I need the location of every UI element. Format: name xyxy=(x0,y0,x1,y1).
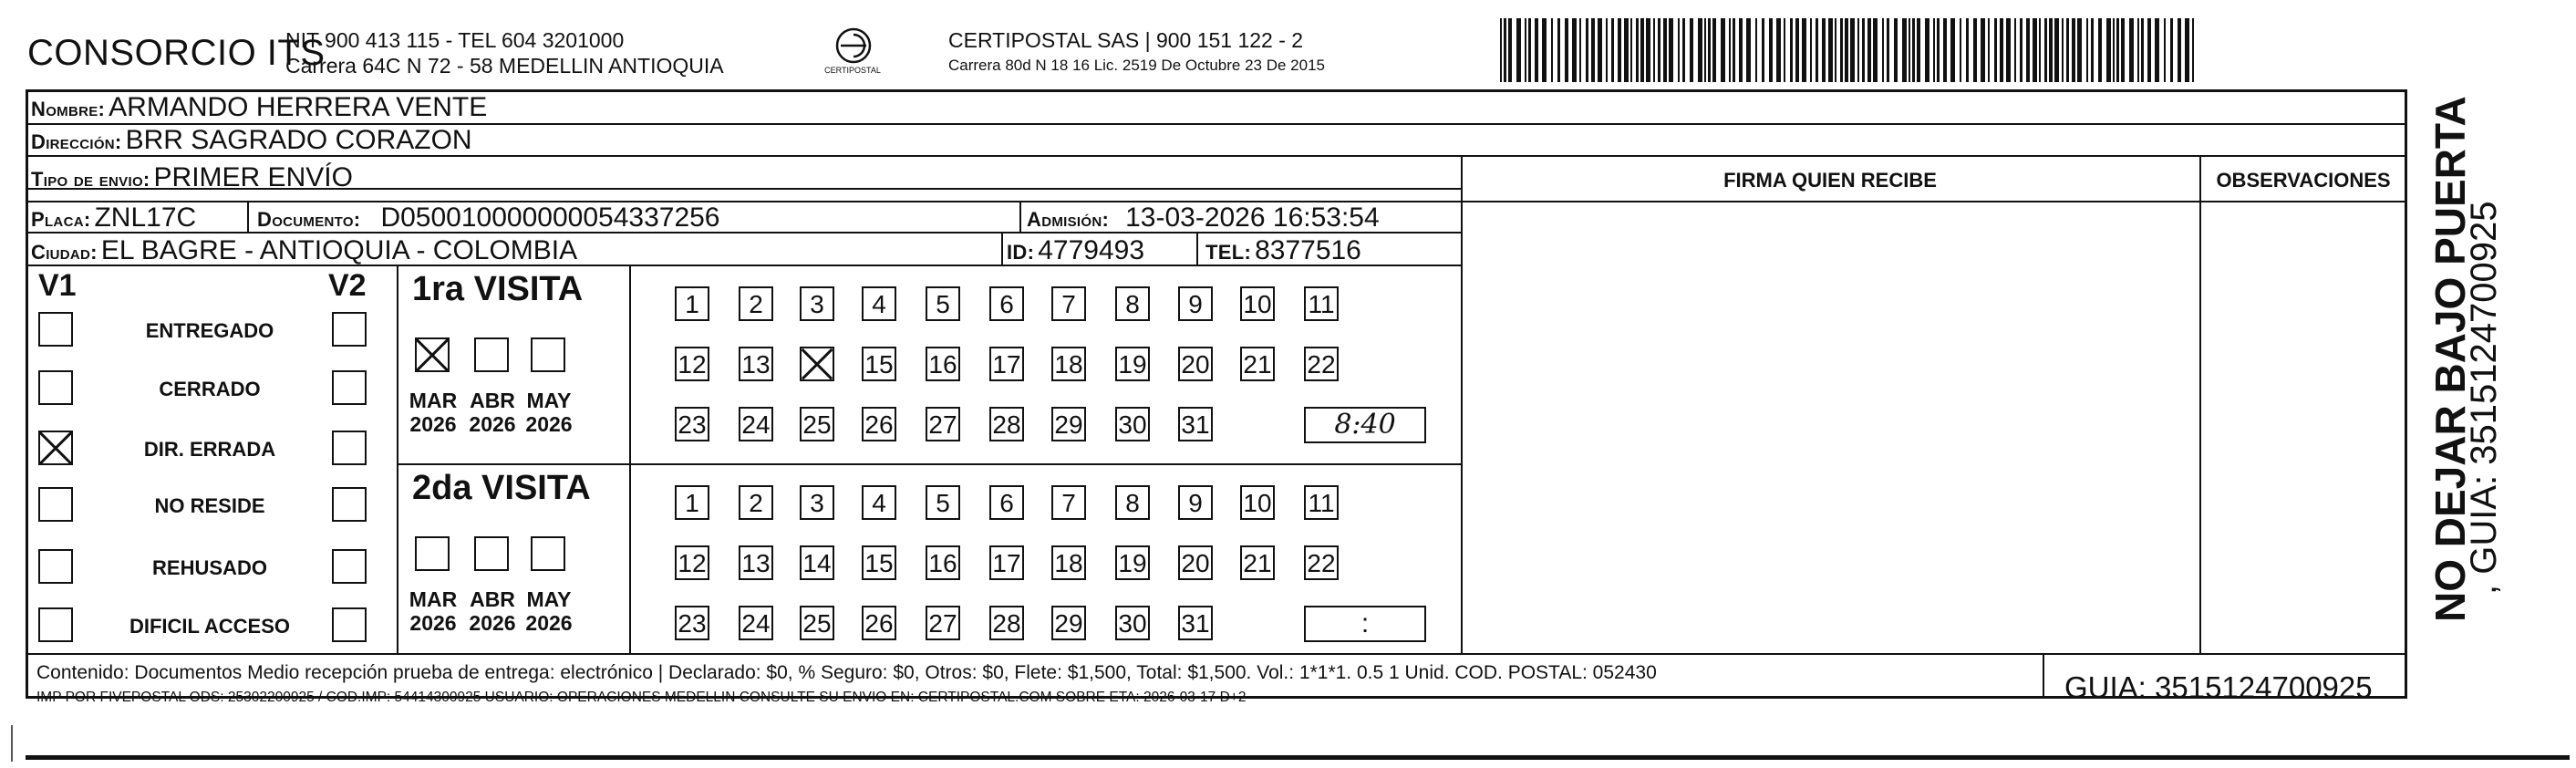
company-address: Carrera 64C N 72 - 58 MEDELLIN ANTIOQUIA xyxy=(285,54,724,78)
day-box[interactable]: 11 xyxy=(1304,485,1339,520)
tipo-envio-label: Tipo de envio: xyxy=(31,168,150,191)
id-row xyxy=(1007,235,1144,266)
direccion-row xyxy=(31,125,472,156)
status-label: ENTREGADO xyxy=(145,319,274,342)
month-name: ABR xyxy=(470,587,515,611)
time-box[interactable]: 8:40 xyxy=(1304,407,1426,443)
v1-checkbox[interactable] xyxy=(38,312,73,347)
day-box[interactable]: 10 xyxy=(1240,286,1275,321)
month-year: 2026 xyxy=(409,611,457,635)
month-checkbox-mar[interactable] xyxy=(415,337,450,372)
day-box[interactable]: 2 xyxy=(739,286,773,321)
carrier-nit: CERTIPOSTAL SAS | 900 151 122 - 2 xyxy=(948,28,1304,52)
side-guia: , GUIA: 3515124700925 xyxy=(2464,201,2504,595)
day-box[interactable]: 25 xyxy=(800,407,834,441)
status-label: NO RESIDE xyxy=(154,494,265,517)
day-box[interactable]: 22 xyxy=(1304,545,1339,580)
day-box[interactable]: 19 xyxy=(1115,347,1150,381)
month-checkbox-may[interactable] xyxy=(531,337,565,372)
v1-checkbox[interactable] xyxy=(38,370,73,405)
status-label: DIR. ERRADA xyxy=(143,438,276,461)
month-name: MAY xyxy=(526,389,572,412)
nombre-value: ARMANDO HERRERA VENTE xyxy=(109,92,488,122)
month-year: 2026 xyxy=(409,412,457,436)
day-box[interactable]: 27 xyxy=(926,606,960,640)
day-box[interactable]: 26 xyxy=(862,407,896,441)
day-box[interactable]: 31 xyxy=(1178,407,1213,441)
documento-label: Documento: xyxy=(257,208,361,231)
day-box[interactable]: 4 xyxy=(862,286,896,321)
time-box[interactable]: : xyxy=(1304,606,1426,642)
day-box[interactable]: 9 xyxy=(1178,286,1213,321)
month-year: 2026 xyxy=(525,412,573,436)
day-box[interactable]: 22 xyxy=(1304,347,1339,381)
day-box[interactable]: 1 xyxy=(675,485,709,520)
day-box[interactable]: 8 xyxy=(1115,286,1150,321)
day-box[interactable]: 23 xyxy=(675,606,709,640)
status-label: CERRADO xyxy=(159,378,261,400)
month-label xyxy=(520,587,578,635)
direccion-value: BRR SAGRADO CORAZON xyxy=(125,125,472,155)
day-box[interactable]: 7 xyxy=(1051,286,1086,321)
v2-checkbox[interactable] xyxy=(332,312,367,347)
day-box[interactable]: 24 xyxy=(739,407,773,441)
v2-checkbox[interactable] xyxy=(332,607,367,642)
month-name: MAR xyxy=(409,389,458,412)
shipment-barcode xyxy=(1500,18,2198,82)
tel-value: 8377516 xyxy=(1255,235,1361,265)
day-box[interactable]: 15 xyxy=(862,347,896,381)
nombre-row xyxy=(31,92,487,123)
month-label xyxy=(404,389,462,436)
month-year: 2026 xyxy=(469,611,516,635)
day-box[interactable]: 23 xyxy=(675,407,709,441)
admision-label: Admisión: xyxy=(1027,208,1110,231)
day-box[interactable]: 10 xyxy=(1240,485,1275,520)
no-dejar-warning: NO DEJAR BAJO PUERTA xyxy=(2426,96,2474,622)
day-box[interactable]: 8 xyxy=(1115,485,1150,520)
day-box[interactable]: 21 xyxy=(1240,545,1275,580)
month-checkbox-abr[interactable] xyxy=(474,536,509,571)
v1-header: V1 xyxy=(38,268,77,303)
day-box[interactable]: 25 xyxy=(800,606,834,640)
ciudad-value: EL BAGRE - ANTIOQUIA - COLOMBIA xyxy=(100,235,578,265)
month-checkbox-mar[interactable] xyxy=(415,536,450,571)
day-box[interactable]: 4 xyxy=(862,485,896,520)
day-box[interactable]: 29 xyxy=(1051,606,1086,640)
day-box[interactable]: 19 xyxy=(1115,545,1150,580)
v2-checkbox[interactable] xyxy=(332,487,367,522)
firma-header: FIRMA QUIEN RECIBE xyxy=(1723,169,1937,192)
admision-row xyxy=(1027,202,1380,234)
day-box[interactable]: 24 xyxy=(739,606,773,640)
id-value: 4779493 xyxy=(1038,235,1145,265)
carrier-info xyxy=(948,27,1325,78)
day-box[interactable]: 29 xyxy=(1051,407,1086,441)
month-label xyxy=(404,587,462,635)
day-box[interactable]: 6 xyxy=(989,286,1024,321)
placa-row xyxy=(31,202,196,234)
day-box[interactable]: 9 xyxy=(1178,485,1213,520)
company-name: CONSORCIO ITS xyxy=(27,33,326,73)
day-box[interactable]: 6 xyxy=(989,485,1024,520)
day-box[interactable]: 20 xyxy=(1178,347,1213,381)
month-label xyxy=(463,389,522,436)
placa-label: Placa: xyxy=(31,208,91,231)
day-box[interactable]: 14 xyxy=(800,545,834,580)
guia-number: GUIA: 3515124700925 xyxy=(2064,670,2373,704)
month-name: MAR xyxy=(409,587,458,611)
month-checkbox-abr[interactable] xyxy=(474,337,509,372)
v2-checkbox[interactable] xyxy=(332,549,367,584)
v1-checkbox[interactable] xyxy=(38,487,73,522)
logo-text: CERTIPOSTAL xyxy=(824,66,881,75)
tel-label: TEL: xyxy=(1205,241,1252,264)
day-box[interactable]: 28 xyxy=(989,407,1024,441)
month-year: 2026 xyxy=(469,412,516,436)
v2-checkbox[interactable] xyxy=(332,431,367,465)
month-label xyxy=(520,389,578,436)
day-box[interactable]: 26 xyxy=(862,606,896,640)
day-box[interactable]: 1 xyxy=(675,286,709,321)
day-box[interactable]: 31 xyxy=(1178,606,1213,640)
documento-row xyxy=(257,202,720,234)
carrier-address: Carrera 80d N 18 16 Lic. 2519 De Octubre 23 De 2015 xyxy=(948,57,1325,74)
day-box[interactable]: 2 xyxy=(739,485,773,520)
v2-checkbox[interactable] xyxy=(332,370,367,405)
day-box[interactable]: 3 xyxy=(800,286,834,321)
v1-checkbox[interactable] xyxy=(38,431,73,465)
day-box[interactable] xyxy=(800,347,834,381)
edge-mark xyxy=(11,725,13,762)
contenido-line: Contenido: Documentos Medio recepción prueba de entrega: electrónico | Declarado: $0, % Seguro: $0, Otros: $0, Flete: $1,500, Total: $1,500. Vol.: 1*1*1. 0.5 1 Unid. COD. POSTAL: 052430 xyxy=(36,662,1657,683)
status-label: DIFICIL ACCESO xyxy=(129,615,290,638)
nombre-label: Nombre: xyxy=(31,98,106,120)
day-box[interactable]: 17 xyxy=(989,545,1024,580)
month-name: MAY xyxy=(526,587,572,611)
ciudad-label: Ciudad: xyxy=(31,241,98,264)
day-box[interactable]: 5 xyxy=(926,286,960,321)
month-name: ABR xyxy=(470,389,515,412)
day-box[interactable]: 12 xyxy=(675,347,709,381)
v1-checkbox[interactable] xyxy=(38,607,73,642)
v1-checkbox[interactable] xyxy=(38,549,73,584)
day-box[interactable]: 30 xyxy=(1115,407,1150,441)
tel-row xyxy=(1205,235,1361,266)
day-box[interactable]: 13 xyxy=(739,545,773,580)
observaciones-header: OBSERVACIONES xyxy=(2216,169,2391,192)
day-box[interactable]: 13 xyxy=(739,347,773,381)
day-box[interactable]: 3 xyxy=(800,485,834,520)
day-box[interactable]: 28 xyxy=(989,606,1024,640)
ciudad-row xyxy=(31,235,577,266)
month-year: 2026 xyxy=(525,611,573,635)
day-box[interactable]: 15 xyxy=(862,545,896,580)
direccion-label: Dirección: xyxy=(31,130,122,153)
tipo-envio-row xyxy=(31,162,353,193)
documento-value: D050010000000054337256 xyxy=(380,202,720,233)
impresion-line: IMP POR FIVEPOSTAL ODS: 25302200925 / COD.IMP: 54414300925 USUARIO: OPERACIONES MEDELLIN CONSULTE SU ENVIO EN: CERTIPOSTAL.COM SOBRE ETA: 2026-03-17 D+2 xyxy=(36,690,1247,705)
day-box[interactable]: 11 xyxy=(1304,286,1339,321)
placa-value: ZNL17C xyxy=(94,202,197,233)
day-box[interactable]: 21 xyxy=(1240,347,1275,381)
day-box[interactable]: 20 xyxy=(1178,545,1213,580)
day-box[interactable]: 17 xyxy=(989,347,1024,381)
v2-header: V2 xyxy=(328,268,367,303)
day-box[interactable]: 27 xyxy=(926,407,960,441)
day-box[interactable]: 5 xyxy=(926,485,960,520)
status-label: REHUSADO xyxy=(152,556,267,579)
day-box[interactable]: 18 xyxy=(1051,347,1086,381)
visit-title: 2da VISITA xyxy=(412,469,591,507)
id-label: ID: xyxy=(1007,241,1035,264)
admision-value: 13-03-2026 16:53:54 xyxy=(1125,202,1380,233)
month-label xyxy=(463,587,522,635)
day-box[interactable]: 18 xyxy=(1051,545,1086,580)
tipo-envio-value: PRIMER ENVÍO xyxy=(153,162,353,192)
bottom-rule xyxy=(26,755,2570,760)
day-box[interactable]: 30 xyxy=(1115,606,1150,640)
company-info xyxy=(285,27,724,78)
visit-title: 1ra VISITA xyxy=(412,270,584,308)
day-box[interactable]: 16 xyxy=(926,545,960,580)
day-box[interactable]: 12 xyxy=(675,545,709,580)
day-box[interactable]: 16 xyxy=(926,347,960,381)
month-checkbox-may[interactable] xyxy=(531,536,565,571)
company-nit: NIT 900 413 115 - TEL 604 3201000 xyxy=(285,28,625,52)
day-box[interactable]: 7 xyxy=(1051,485,1086,520)
